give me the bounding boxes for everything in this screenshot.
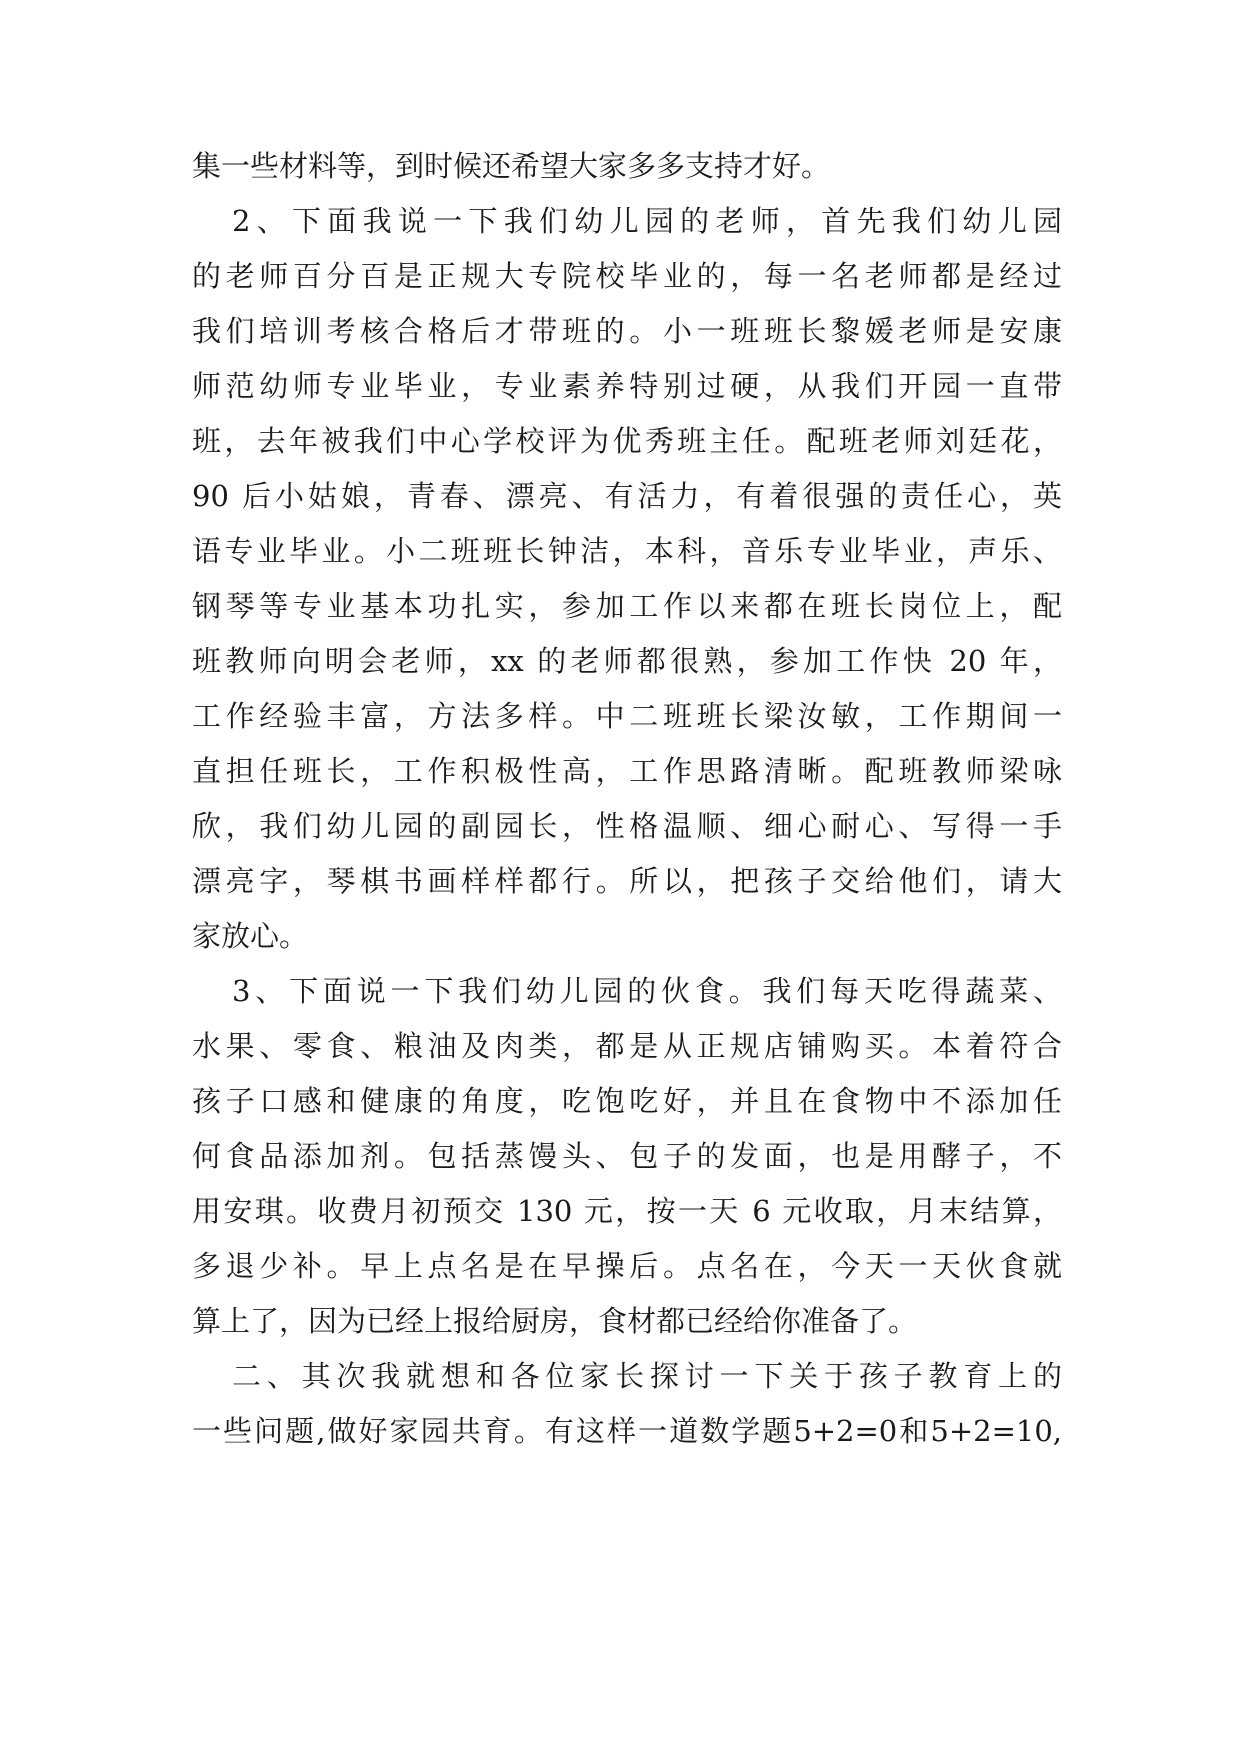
- text-line: 用安琪。收费月初预交 130 元，按一天 6 元收取，月末结算，: [192, 1194, 1062, 1228]
- text-line: 班教师向明会老师，xx 的老师都很熟，参加工作快 20 年，: [192, 644, 1062, 678]
- text-line: 孩子口感和健康的角度，吃饱吃好，并且在食物中不添加任: [192, 1084, 1062, 1118]
- text-line: 班，去年被我们中心学校评为优秀班主任。配班老师刘廷花，: [192, 424, 1062, 458]
- text-line: 钢琴等专业基本功扎实，参加工作以来都在班长岗位上，配: [192, 589, 1062, 623]
- text-line: 何食品添加剂。包括蒸馒头、包子的发面，也是用酵子，不: [192, 1139, 1062, 1173]
- text-line: 漂亮字，琴棋书画样样都行。所以，把孩子交给他们，请大: [192, 864, 1062, 898]
- text-line: 一些问题,做好家园共育。有这样一道数学题5+2=0和5+2=10,: [192, 1414, 1062, 1448]
- text-line: 直担任班长，工作积极性高，工作思路清晰。配班教师梁咏: [192, 754, 1062, 788]
- text-line: 90 后小姑娘，青春、漂亮、有活力，有着很强的责任心，英: [192, 479, 1062, 513]
- text-line: 欣，我们幼儿园的副园长，性格温顺、细心耐心、写得一手: [192, 809, 1062, 843]
- paragraph-first-line: 2、下面我说一下我们幼儿园的老师，首先我们幼儿园: [232, 204, 1062, 238]
- text-line: 的老师百分百是正规大专院校毕业的，每一名老师都是经过: [192, 259, 1062, 293]
- text-line: 语专业毕业。小二班班长钟洁，本科，音乐专业毕业，声乐、: [192, 534, 1062, 568]
- text-line: 师范幼师专业毕业，专业素养特别过硬，从我们开园一直带: [192, 369, 1062, 403]
- text-line: 水果、零食、粮油及肉类，都是从正规店铺购买。本着符合: [192, 1029, 1062, 1063]
- paragraph-first-line: 3、下面说一下我们幼儿园的伙食。我们每天吃得蔬菜、: [232, 974, 1062, 1008]
- text-line: 工作经验丰富，方法多样。中二班班长梁汝敏，工作期间一: [192, 699, 1062, 733]
- text-line: 集一些材料等，到时候还希望大家多多支持才好。: [192, 149, 831, 183]
- text-line: 算上了，因为已经上报给厨房，食材都已经给你准备了。: [192, 1304, 918, 1338]
- text-line: 家放心。: [192, 919, 309, 953]
- paragraph-first-line: 二、其次我就想和各位家长探讨一下关于孩子教育上的: [232, 1359, 1062, 1393]
- text-line: 多退少补。早上点名是在早操后。点名在，今天一天伙食就: [192, 1249, 1062, 1283]
- text-line: 我们培训考核合格后才带班的。小一班班长黎媛老师是安康: [192, 314, 1062, 348]
